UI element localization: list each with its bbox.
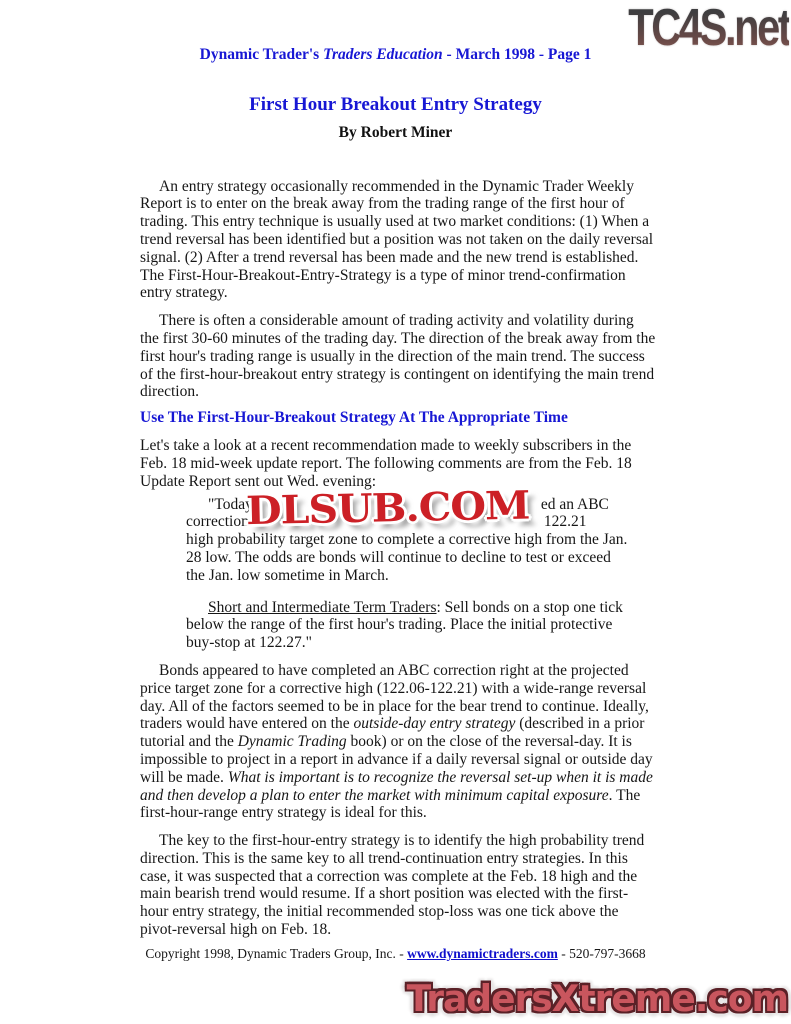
header-prefix: Dynamic Trader's: [199, 46, 324, 63]
copyright-suffix: - 520-797-3668: [557, 946, 646, 961]
dlsub-watermark: DLSUB.COM: [245, 481, 530, 534]
quote-traders-text: : Sell bonds on a stop one tick below the range of the first hour's trading. Place the initial protective buy-stop at 122.27.": [186, 598, 623, 652]
quote-line1-end: ed an ABC: [540, 495, 609, 513]
paragraph-volatility: There is often a considerable amount of trading activity and volatility during the first 30-60 minutes of the trading day. The direction of the break away from the first hour's trading range is usually in the direction of the main trend. The success of the first-hour-breakout entry strategy is contingent on identifying the main trend direction.: [140, 312, 656, 401]
page-title: First Hour Breakout Entry Strategy: [249, 93, 542, 115]
copyright-prefix: Copyright 1998, Dynamic Traders Group, Inc. -: [145, 946, 408, 961]
p4-text: . The first-hour-range entry strategy is ideal for this.: [140, 786, 641, 822]
p4-text: book) or on the close of the reversal-day. It is impossible to project in a report in advance if a daily reversal signal or outside day will be made.: [140, 733, 653, 786]
p4-text: Bonds appeared to have completed an ABC correction right at the projected price target zone for a corrective high (122.06-122.21) with a wide-range reversal day. All of the factors seemed to be in place for the bear trend to continue. Ideally, traders would have entered on the: [140, 661, 649, 733]
body-column: [140, 178, 656, 939]
quote-block-traders: [186, 599, 630, 652]
quote-line1-start: "Today: [208, 495, 253, 513]
footer-copyright: [0, 946, 791, 962]
header-newsletter-name: Traders Education: [323, 46, 443, 63]
p4-italic-important: What is important is to recognize the reversal set-up when it is made and then develop a plan to enter the market with minimum capital exposure: [140, 768, 653, 804]
byline: By Robert Miner: [338, 123, 453, 141]
quote-block-update-report: [186, 481, 630, 585]
dynamictraders-link[interactable]: www.dynamictraders.com: [407, 946, 558, 961]
header-suffix: - March 1998 - Page 1: [442, 46, 592, 63]
quote-underlined-lead: Short and Intermediate Term Traders: [208, 598, 437, 616]
quote-line2-start: correction w: [186, 513, 264, 531]
paragraph-key: The key to the first-hour-entry strategy is to identify the high probability trend direction. This is the same key to all trend-continuation entry strategies. In this case, it was suspected that a correction was complete at the Feb. 18 high and the main bearish trend would resume. If a short position was elected with the first-hour entry strategy, the initial recommended stop-loss was one tick above the pivot-reversal high on Feb. 18.: [140, 832, 645, 939]
quote-continuation: high probability target zone to complete a corrective high from the Jan. 28 low. The odds are bonds will continue to decline to test or exceed the Jan. low sometime in March.: [186, 531, 628, 584]
tc4s-watermark-logo: TC4S.net: [627, 0, 789, 57]
paragraph-recommendation: Let's take a look at a recent recommendation made to weekly subscribers in the Feb. 18 mid-week update report. The following comments are from the Feb. 18 Update Report sent out Wed. evening:: [140, 437, 632, 490]
p4-text: (described in a prior tutorial and the: [140, 715, 645, 751]
paragraph-intro: An entry strategy occasionally recommended in the Dynamic Trader Weekly Report is to enter on the break away from the trading range of the first hour of trading. This entry technique is usually used at two market conditions: (1) When a trend reversal has been identified but a position was not taken on the daily reversal signal. (2) After a trend reversal has been made and the new trend is established. The First-Hour-Breakout-Entry-Strategy is a type of minor trend-confirmation entry strategy.: [140, 177, 654, 302]
paragraph-bonds-analysis: [140, 662, 656, 822]
p4-italic-outside-day: outside-day entry strategy: [353, 715, 516, 733]
p4-italic-book: Dynamic Trading: [237, 733, 347, 751]
quote-line2-end: 122.21: [543, 513, 587, 531]
tradersxtreme-watermark-logo: TradersXtreme.com: [406, 978, 788, 1020]
section-heading: Use The First-Hour-Breakout Strategy At The Appropriate Time: [140, 409, 568, 427]
